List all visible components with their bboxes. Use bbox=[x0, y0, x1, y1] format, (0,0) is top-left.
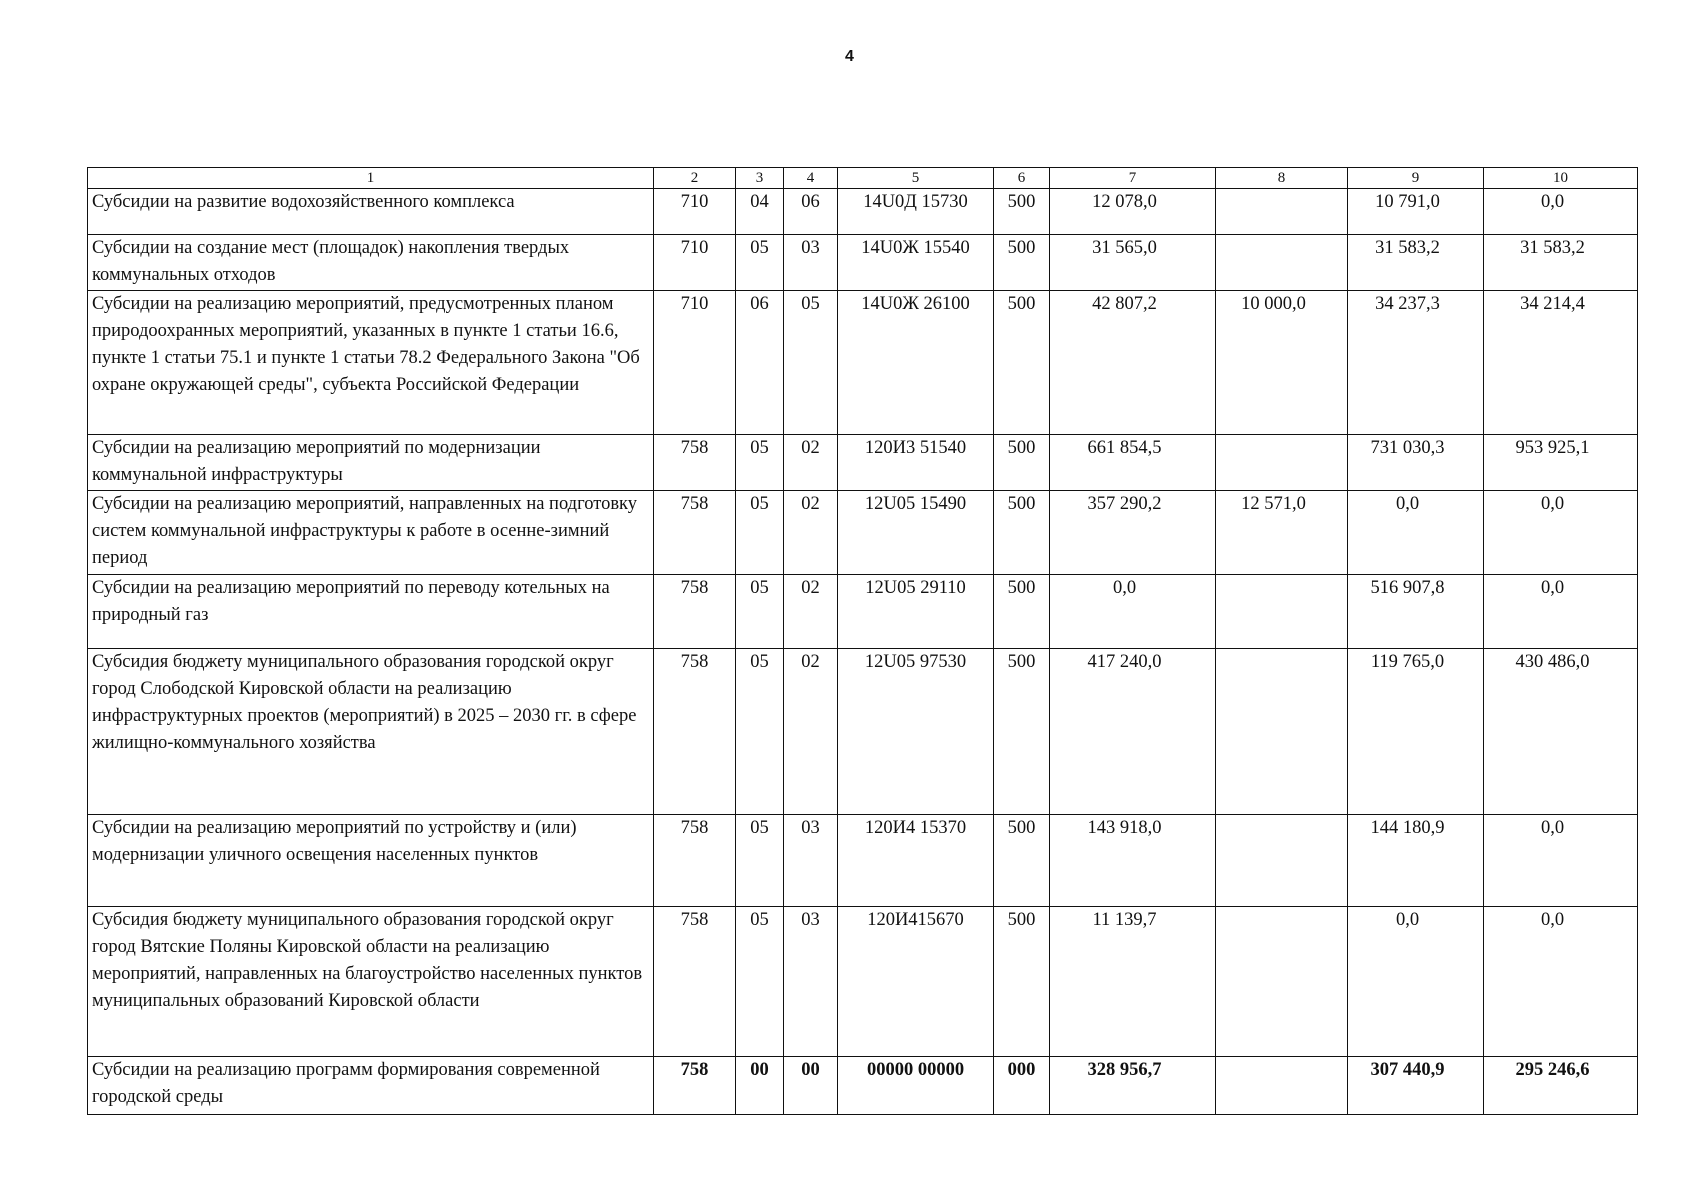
row-name: Субсидии на реализацию мероприятий по устройству и (или) модернизации уличного освещения населенных пунктов bbox=[88, 815, 654, 907]
cell-target-code: 14U0Д 15730 bbox=[838, 189, 994, 235]
cell-col9: 10 791,0 bbox=[1348, 189, 1484, 235]
row-name: Субсидии на развитие водохозяйственного комплекса bbox=[88, 189, 654, 235]
cell-subsection: 02 bbox=[784, 649, 838, 815]
cell-col8 bbox=[1216, 189, 1348, 235]
cell-expense-type: 500 bbox=[994, 435, 1050, 491]
cell-col10: 0,0 bbox=[1484, 815, 1638, 907]
cell-target-code: 00000 00000 bbox=[838, 1057, 994, 1115]
cell-target-code: 120И415670 bbox=[838, 907, 994, 1057]
cell-section: 04 bbox=[736, 189, 784, 235]
cell-section: 05 bbox=[736, 815, 784, 907]
table-header-row bbox=[88, 168, 1638, 189]
cell-col9: 31 583,2 bbox=[1348, 235, 1484, 291]
cell-target-code: 12U05 97530 bbox=[838, 649, 994, 815]
cell-col7: 417 240,0 bbox=[1050, 649, 1216, 815]
cell-expense-type: 500 bbox=[994, 815, 1050, 907]
row-name: Субсидии на создание мест (площадок) накопления твердых коммунальных отходов bbox=[88, 235, 654, 291]
table-row bbox=[88, 435, 1638, 491]
cell-section: 00 bbox=[736, 1057, 784, 1115]
table-row bbox=[88, 491, 1638, 575]
cell-expense-type: 500 bbox=[994, 235, 1050, 291]
cell-expense-type: 500 bbox=[994, 291, 1050, 435]
cell-expense-type: 500 bbox=[994, 491, 1050, 575]
cell-col7: 42 807,2 bbox=[1050, 291, 1216, 435]
cell-section: 05 bbox=[736, 435, 784, 491]
cell-col7: 31 565,0 bbox=[1050, 235, 1216, 291]
cell-col9: 144 180,9 bbox=[1348, 815, 1484, 907]
header-cell: 4 bbox=[784, 168, 838, 189]
cell-expense-type: 500 bbox=[994, 575, 1050, 649]
page-number: 4 bbox=[845, 48, 854, 65]
cell-col7: 0,0 bbox=[1050, 575, 1216, 649]
cell-admin-code: 758 bbox=[654, 1057, 736, 1115]
cell-admin-code: 710 bbox=[654, 189, 736, 235]
table-row bbox=[88, 189, 1638, 235]
cell-section: 05 bbox=[736, 235, 784, 291]
cell-admin-code: 758 bbox=[654, 435, 736, 491]
cell-col10: 295 246,6 bbox=[1484, 1057, 1638, 1115]
cell-col8 bbox=[1216, 435, 1348, 491]
header-cell: 1 bbox=[88, 168, 654, 189]
cell-col7: 12 078,0 bbox=[1050, 189, 1216, 235]
cell-col9: 307 440,9 bbox=[1348, 1057, 1484, 1115]
cell-subsection: 02 bbox=[784, 491, 838, 575]
row-name: Субсидии на реализацию мероприятий по переводу котельных на природный газ bbox=[88, 575, 654, 649]
cell-col8 bbox=[1216, 235, 1348, 291]
cell-col7: 328 956,7 bbox=[1050, 1057, 1216, 1115]
row-name: Субсидии на реализацию мероприятий по модернизации коммунальной инфраструктуры bbox=[88, 435, 654, 491]
cell-target-code: 120И4 15370 bbox=[838, 815, 994, 907]
cell-col8 bbox=[1216, 575, 1348, 649]
table-row bbox=[88, 815, 1638, 907]
cell-target-code: 12U05 15490 bbox=[838, 491, 994, 575]
header-cell: 6 bbox=[994, 168, 1050, 189]
cell-col10: 0,0 bbox=[1484, 189, 1638, 235]
header-cell: 3 bbox=[736, 168, 784, 189]
cell-target-code: 14U0Ж 15540 bbox=[838, 235, 994, 291]
header-cell: 2 bbox=[654, 168, 736, 189]
header-cell: 8 bbox=[1216, 168, 1348, 189]
cell-col10: 0,0 bbox=[1484, 491, 1638, 575]
table-row bbox=[88, 1057, 1638, 1115]
header-cell: 10 bbox=[1484, 168, 1638, 189]
cell-col10: 0,0 bbox=[1484, 907, 1638, 1057]
cell-col8 bbox=[1216, 1057, 1348, 1115]
header-cell: 9 bbox=[1348, 168, 1484, 189]
header-cell: 7 bbox=[1050, 168, 1216, 189]
cell-admin-code: 758 bbox=[654, 815, 736, 907]
cell-col10: 430 486,0 bbox=[1484, 649, 1638, 815]
cell-subsection: 00 bbox=[784, 1057, 838, 1115]
cell-col8: 12 571,0 bbox=[1216, 491, 1348, 575]
cell-subsection: 02 bbox=[784, 435, 838, 491]
cell-subsection: 03 bbox=[784, 235, 838, 291]
cell-col8: 10 000,0 bbox=[1216, 291, 1348, 435]
cell-section: 05 bbox=[736, 575, 784, 649]
cell-target-code: 12U05 29110 bbox=[838, 575, 994, 649]
cell-col9: 34 237,3 bbox=[1348, 291, 1484, 435]
table-row bbox=[88, 649, 1638, 815]
cell-section: 06 bbox=[736, 291, 784, 435]
cell-col7: 357 290,2 bbox=[1050, 491, 1216, 575]
cell-col8 bbox=[1216, 649, 1348, 815]
row-name: Субсидии на реализацию программ формирования современной городской среды bbox=[88, 1057, 654, 1115]
cell-col10: 31 583,2 bbox=[1484, 235, 1638, 291]
cell-col7: 11 139,7 bbox=[1050, 907, 1216, 1057]
cell-col10: 34 214,4 bbox=[1484, 291, 1638, 435]
cell-section: 05 bbox=[736, 491, 784, 575]
cell-section: 05 bbox=[736, 907, 784, 1057]
cell-target-code: 14U0Ж 26100 bbox=[838, 291, 994, 435]
cell-subsection: 03 bbox=[784, 907, 838, 1057]
cell-col7: 143 918,0 bbox=[1050, 815, 1216, 907]
cell-admin-code: 758 bbox=[654, 575, 736, 649]
cell-target-code: 120И3 51540 bbox=[838, 435, 994, 491]
table-row bbox=[88, 907, 1638, 1057]
cell-subsection: 06 bbox=[784, 189, 838, 235]
cell-subsection: 05 bbox=[784, 291, 838, 435]
cell-col8 bbox=[1216, 907, 1348, 1057]
cell-expense-type: 500 bbox=[994, 189, 1050, 235]
header-cell: 5 bbox=[838, 168, 994, 189]
cell-col8 bbox=[1216, 815, 1348, 907]
cell-expense-type: 500 bbox=[994, 649, 1050, 815]
row-name: Субсидия бюджету муниципального образования городской округ город Слободской Кировской области на реализацию инфраструктурных проектов (мероприятий) в 2025 – 2030 гг. в сфере жилищно-коммунального хозяйства bbox=[88, 649, 654, 815]
cell-subsection: 03 bbox=[784, 815, 838, 907]
row-name: Субсидия бюджету муниципального образования городской округ город Вятские Поляны Кировской области на реализацию мероприятий, направленных на благоустройство населенных пунктов муниципальных образований Кировской области bbox=[88, 907, 654, 1057]
cell-col9: 119 765,0 bbox=[1348, 649, 1484, 815]
cell-col10: 953 925,1 bbox=[1484, 435, 1638, 491]
cell-admin-code: 758 bbox=[654, 649, 736, 815]
cell-admin-code: 710 bbox=[654, 291, 736, 435]
cell-col9: 0,0 bbox=[1348, 907, 1484, 1057]
cell-col9: 731 030,3 bbox=[1348, 435, 1484, 491]
cell-admin-code: 758 bbox=[654, 491, 736, 575]
row-name: Субсидии на реализацию мероприятий, предусмотренных планом природоохранных мероприятий, указанных в пункте 1 статьи 16.6, пункте 1 статьи 75.1 и пункте 1 статьи 78.2 Федерального Закона "Об охране окружающей среды", субъекта Российской Федерации bbox=[88, 291, 654, 435]
cell-admin-code: 758 bbox=[654, 907, 736, 1057]
table-row bbox=[88, 291, 1638, 435]
cell-col9: 0,0 bbox=[1348, 491, 1484, 575]
row-name: Субсидии на реализацию мероприятий, направленных на подготовку систем коммунальной инфраструктуры к работе в осенне-зимний период bbox=[88, 491, 654, 575]
budget-table bbox=[87, 167, 1638, 1115]
table-row bbox=[88, 235, 1638, 291]
cell-expense-type: 500 bbox=[994, 907, 1050, 1057]
cell-section: 05 bbox=[736, 649, 784, 815]
cell-expense-type: 000 bbox=[994, 1057, 1050, 1115]
cell-col7: 661 854,5 bbox=[1050, 435, 1216, 491]
cell-subsection: 02 bbox=[784, 575, 838, 649]
cell-admin-code: 710 bbox=[654, 235, 736, 291]
cell-col9: 516 907,8 bbox=[1348, 575, 1484, 649]
table-row bbox=[88, 575, 1638, 649]
cell-col10: 0,0 bbox=[1484, 575, 1638, 649]
